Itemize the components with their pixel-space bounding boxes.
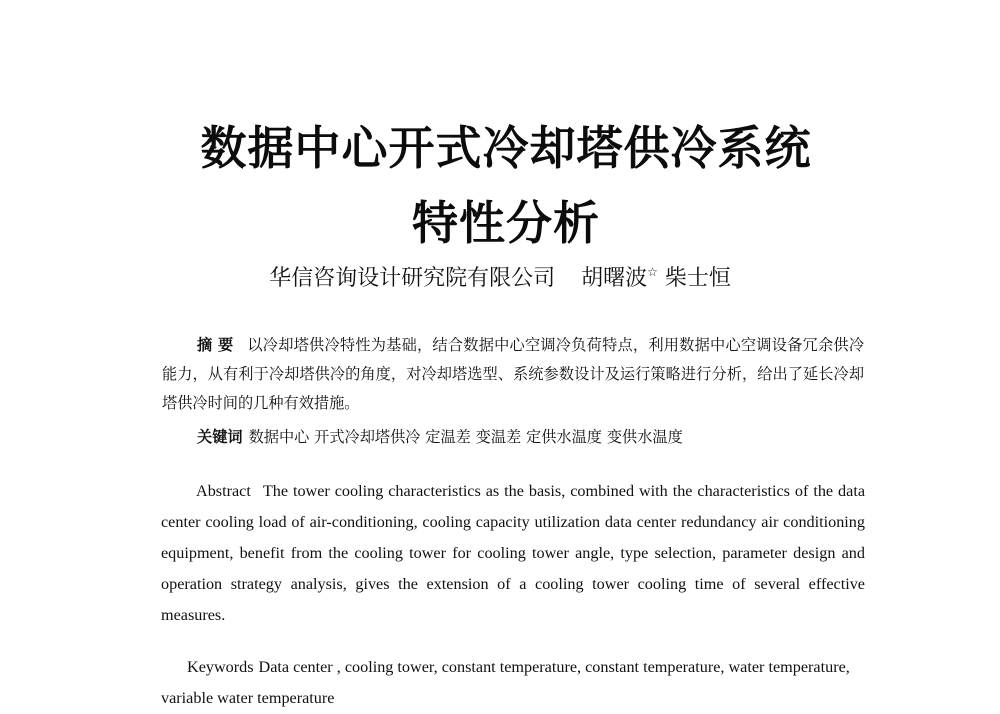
author-affiliation-line	[0, 266, 1000, 290]
abstract-chinese	[162, 331, 864, 418]
keywords-english-text: Data center , cooling tower, constant temperature, constant temperature, water temperature, variable water temperature	[161, 658, 850, 707]
author-name-1: 胡曙波	[581, 266, 648, 291]
paper-title-line-2: 特性分析	[412, 196, 600, 250]
keywords-english-label: Keywords	[187, 658, 254, 676]
abstract-english	[161, 476, 865, 631]
keywords-english	[161, 652, 865, 714]
author-name-2: 柴士恒	[664, 266, 731, 291]
organization-name: 华信咨询设计研究院有限公司	[269, 266, 556, 291]
corresponding-author-mark: ☆	[647, 265, 658, 279]
abstract-chinese-text: 以冷却塔供冷特性为基础，结合数据中心空调冷负荷特点，利用数据中心空调设备冗余供冷能力，从有利于冷却塔供冷的角度，对冷却塔选型、系统参数设计及运行策略进行分析，给出了延长冷却塔供冷时间的几种有效措施。	[162, 336, 865, 412]
paper-title-line-1: 数据中心开式冷却塔供冷系统	[200, 121, 812, 175]
keywords-chinese	[197, 423, 877, 452]
keywords-chinese-label: 关键词	[197, 428, 243, 446]
keywords-chinese-text: 数据中心 开式冷却塔供冷 定温差 变温差 定供水温度 变供水温度	[248, 428, 683, 446]
abstract-english-text: The tower cooling characteristics as the basis, combined with the characteristics of the data center cooling load of air-conditioning, cooling capacity utilization data center redundancy air conditioning equipment, benefit from the cooling tower for cooling tower angle, type selection, parameter design and operation strategy analysis, gives the extension of a cooling tower cooling time of several effective measures.	[161, 482, 865, 624]
abstract-chinese-label: 摘 要	[197, 336, 234, 354]
abstract-english-label: Abstract	[196, 482, 251, 500]
